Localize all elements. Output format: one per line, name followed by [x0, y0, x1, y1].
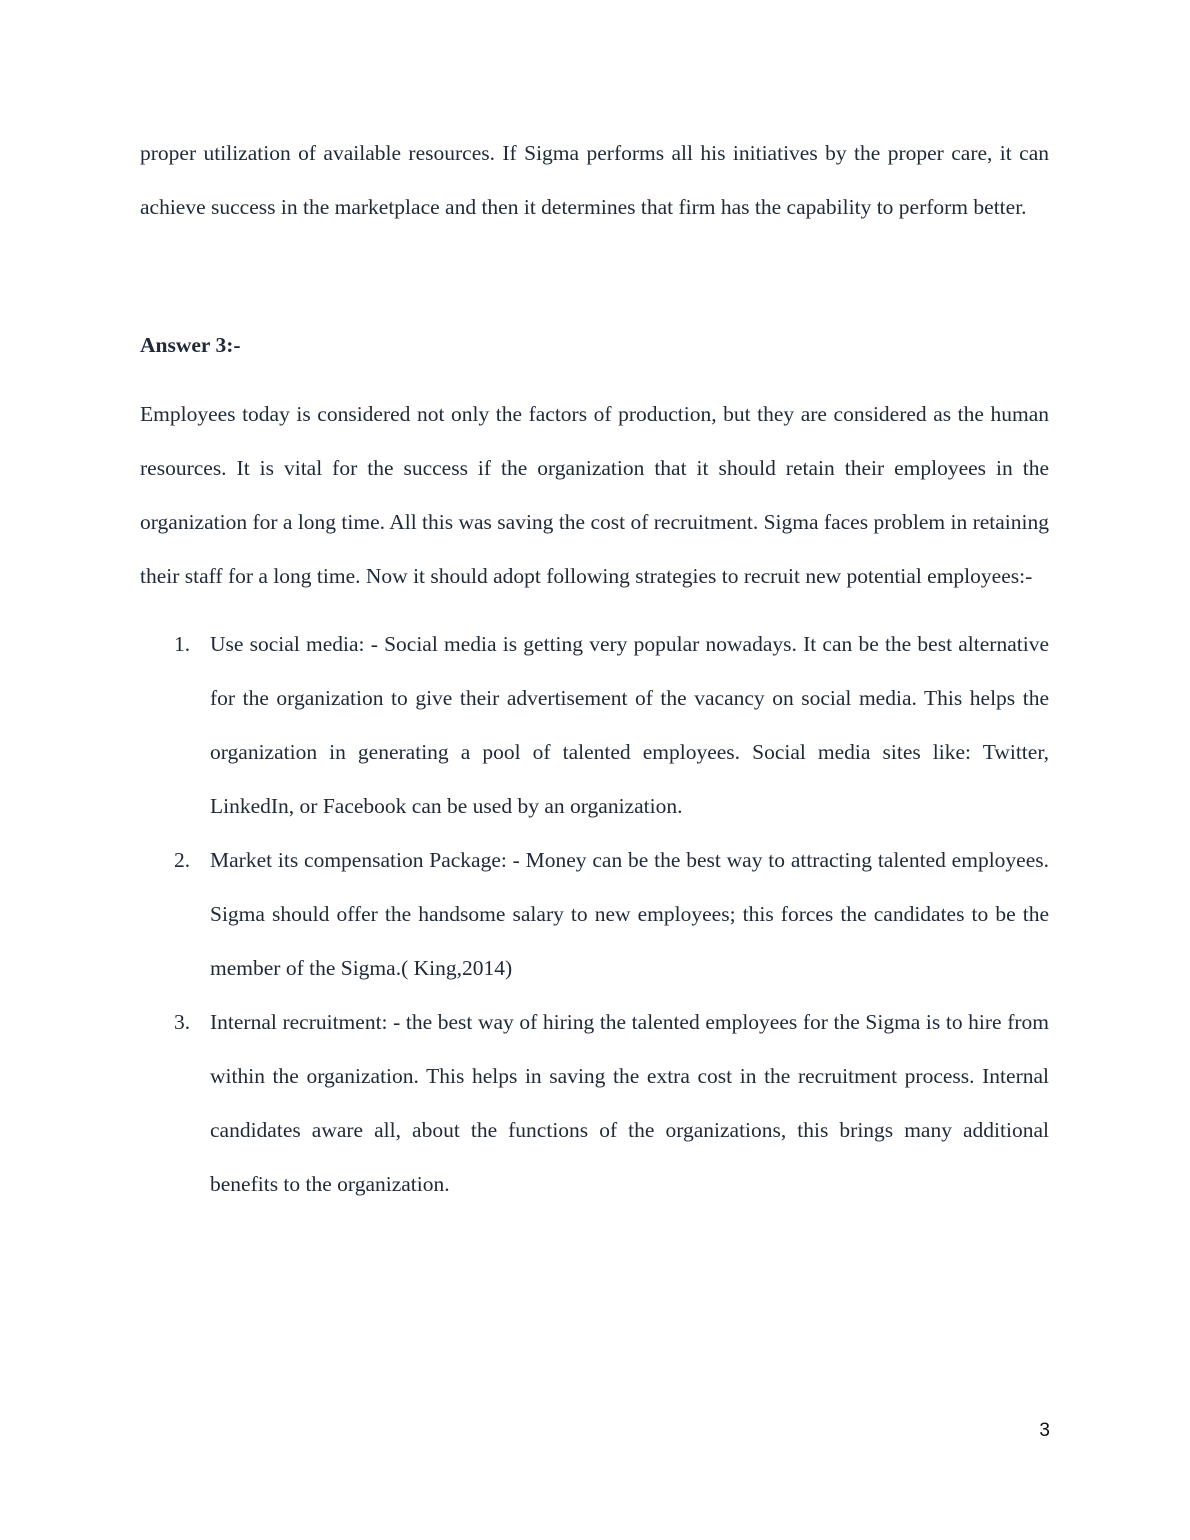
list-item	[140, 617, 1049, 833]
page-number: 3	[1039, 1420, 1050, 1441]
list-item-number: 3.	[174, 1010, 191, 1034]
continued-paragraph: proper utilization of available resources. If Sigma performs all his initiatives by the proper care, it can achieve success in the marketplace and then it determines that firm has the capability to perform better.	[140, 141, 1049, 219]
list-item	[140, 995, 1049, 1211]
list-item-text: Internal recruitment: - the best way of hiring the talented employees for the Sigma is to hire from within the organization. This helps in saving the extra cost in the recruitment process. Internal candidates aware all, about the functions of the organizations, this brings many additional benefits to the organization.	[210, 1010, 1049, 1196]
intro-paragraph: Employees today is considered not only the factors of production, but they are considered as the human resources. It is vital for the success if the organization that it should retain their employees in the organization for a long time. All this was saving the cost of recruitment. Sigma faces problem in retaining their staff for a long time. Now it should adopt following strategies to recruit new potential employees:-	[140, 402, 1049, 588]
list-item-text: Market its compensation Package: - Money can be the best way to attracting talented employees. Sigma should offer the handsome salary to new employees; this forces the candidates to be the member of the Sigma.( King,2014)	[210, 848, 1049, 980]
list-item-text: Use social media: - Social media is getting very popular nowadays. It can be the best alternative for the organization to give their advertisement of the vacancy on social media. This helps the organization in generating a pool of talented employees. Social media sites like: Twitter, LinkedIn, or Facebook can be used by an organization.	[210, 632, 1049, 818]
answer-heading: Answer 3:-	[140, 333, 241, 357]
list-item-number: 2.	[174, 848, 191, 872]
strategy-list	[140, 617, 1049, 1211]
list-item	[140, 833, 1049, 995]
list-item-number: 1.	[174, 632, 191, 656]
page-content	[140, 126, 1049, 1211]
